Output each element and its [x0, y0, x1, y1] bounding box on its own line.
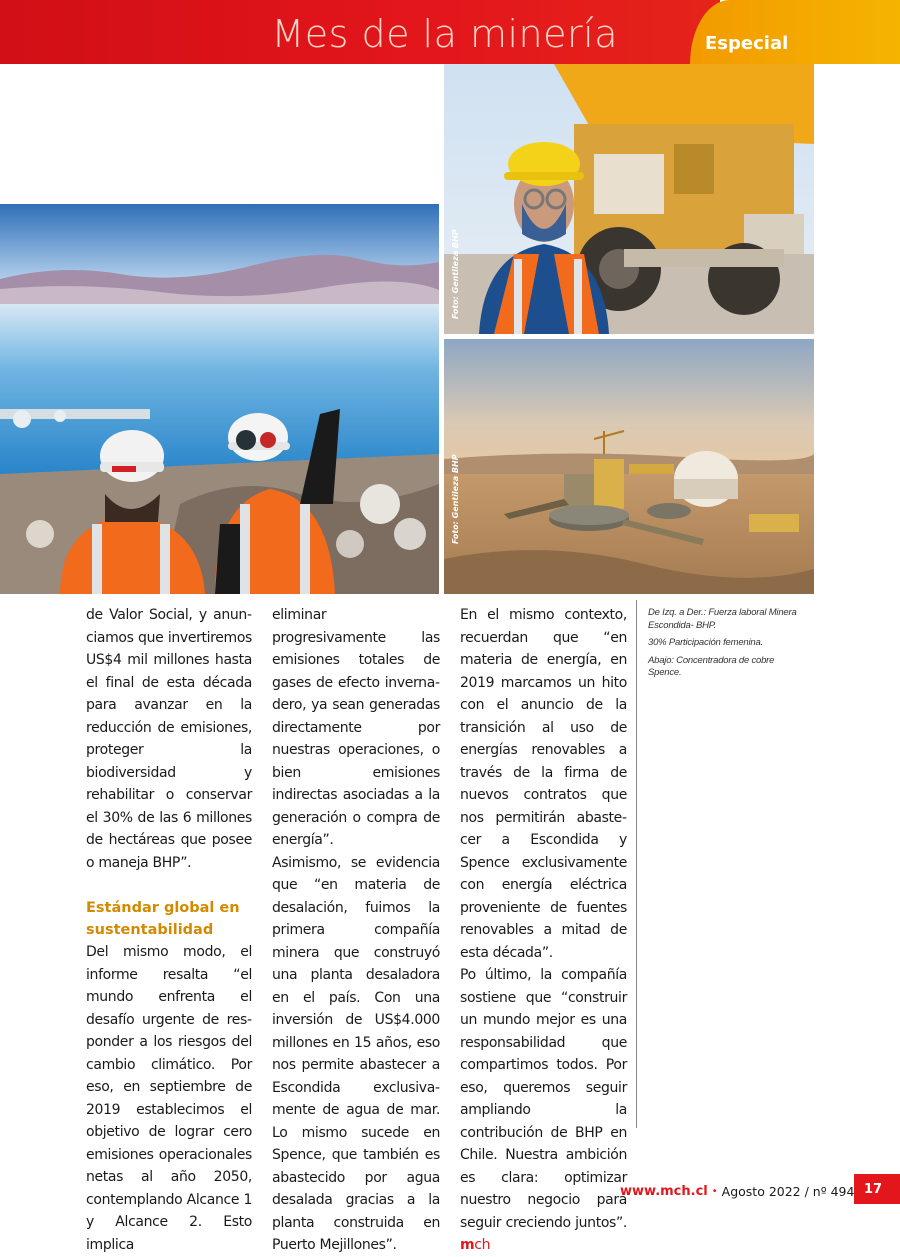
page-number: 17: [854, 1174, 900, 1204]
section-tag: Especial: [705, 33, 789, 54]
subheading-line: Estándar global en: [86, 900, 240, 916]
photo-caption: [648, 607, 808, 685]
paragraph: de Valor Social, y anunciamos que invertiremos US$4 mil millones hasta el final de esta década para avanzar en la reducción de emisiones, proteger la biodiversidad y rehabilitar o conservar el 30% de las 6 millones de hectáreas que posee o maneja BHP”.: [86, 607, 252, 871]
paragraph: eliminar progresivamente las emisiones totales de gases de efecto invernadero, ya sean generadas directamente por nuestras operaciones, o bien emisiones indirectas asociadas a la generación o compra de energía”.: [272, 607, 440, 848]
page-footer: [620, 1180, 854, 1202]
section-title: Mes de la minería: [271, 12, 618, 56]
article-column-1: [86, 604, 252, 1256]
caption-line: Abajo: Concentradora de cobre Spence.: [648, 654, 775, 678]
article-column-2: [272, 604, 440, 1257]
footer-issue: Agosto 2022 / nº 494: [721, 1183, 855, 1199]
closing-text: Po último, la compañía sostiene que “construir un mundo mejor es una responsabilidad que compartimos todos. Por eso, queremos seguir ampliando la contribución de BHP en Chile. Nuestra ambición es clara: optimizar nuestro negocio para seguir creciendo juntos”.: [460, 967, 627, 1231]
caption-line: 30% Participación femenina.: [648, 637, 764, 648]
section-header: [0, 0, 900, 64]
header-orange-tab: [690, 0, 900, 64]
footer-separator: •: [711, 1185, 718, 1197]
paragraph: Asimismo, se evidencia que “en materia de desalación, fuimos la primera compañía minera que construyó una planta desaladora en el país. Con una inversión de US$4.000 millones en 15 años, eso nos permite abastecer a Escondida exclusivamente de agua de mar. Lo mismo sucede en Spence, que también es abastecido por agua desalada gracias a la planta construida en Puerto Mejillones”.: [272, 854, 440, 1253]
mch-end-mark-ch: ch: [474, 1237, 491, 1253]
footer-site-link[interactable]: www.mch.cl: [620, 1183, 708, 1199]
article-column-3: [460, 604, 627, 1257]
paragraph: Del mismo modo, el informe resalta “el mundo enfrenta el desafío urgente de responder a los riesgos del cambio climático. Por eso, en septiembre de 2019 establecimos el objetivo de lograr cero emisiones operacionales netas al año 2050, contemplando Alcance 1 y Alcance 2. Esto implica: [86, 944, 252, 1253]
photo-workers-salt-lake: [0, 204, 439, 594]
mch-end-mark: [460, 1237, 490, 1253]
caption-line: De Izq. a Der.: Fuerza laboral Minera Escondida- BHP.: [648, 607, 797, 631]
photo-woman-mining-truck: [444, 64, 814, 334]
photo-copper-concentrator: [444, 339, 814, 594]
photo-credit-bottom: Foto: Gentileza BHP: [451, 454, 460, 544]
paragraph: En el mismo contexto, recuerdan que “en materia de energía, en 2019 marcamos un hito con el anuncio de la transición al uso de energías renovables a través de la firma de nuevos contratos que nos permitirán abastecer a Escondida y Spence exclusivamente con energía eléctrica proveniente de fuentes renovables a mitad de esta década”.: [460, 607, 627, 961]
column-divider: [636, 600, 637, 1128]
subheading-line: sustentabilidad: [86, 922, 214, 938]
paragraph: [460, 964, 627, 1257]
mch-end-mark-m: m: [460, 1237, 475, 1253]
photo-credit-top: Foto: Gentileza BHP: [451, 229, 460, 319]
subheading: [86, 897, 252, 941]
